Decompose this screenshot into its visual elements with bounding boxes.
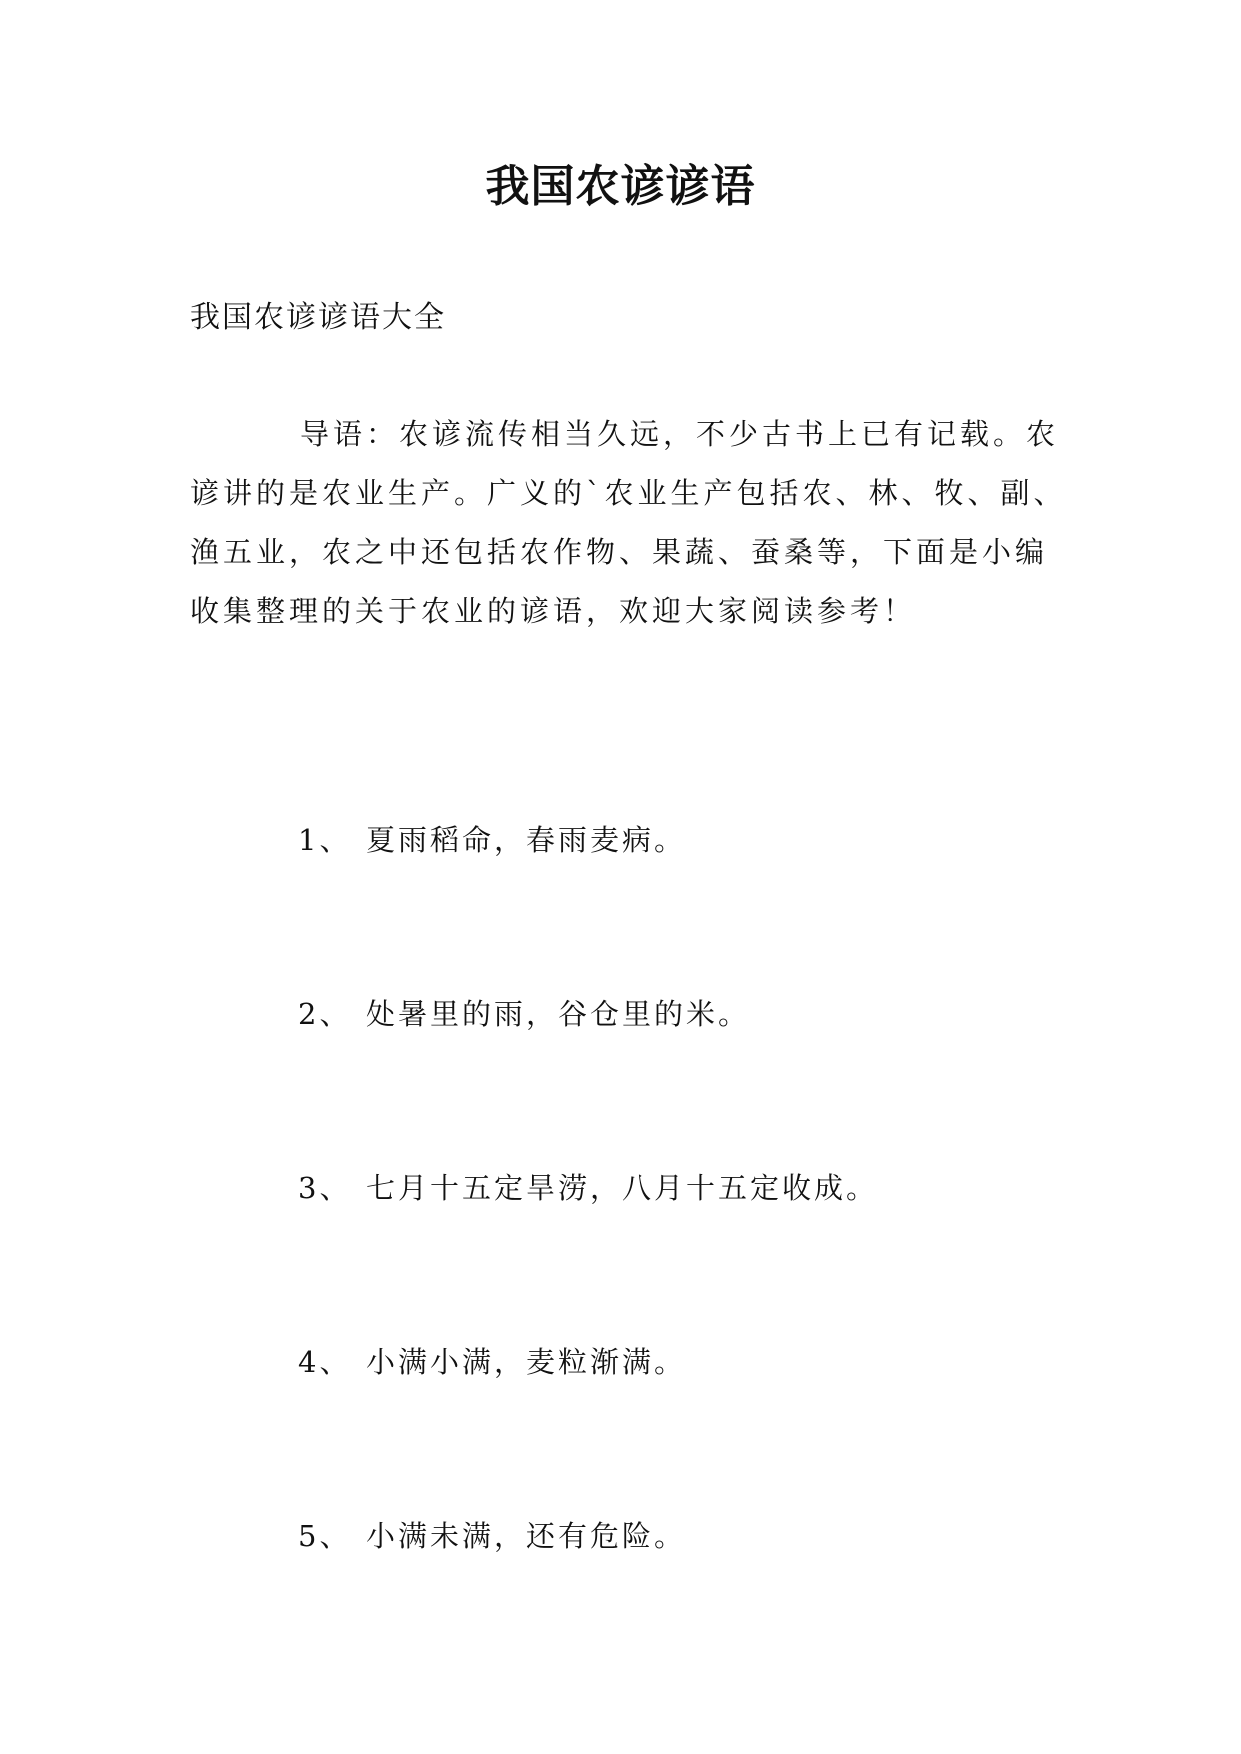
intro-paragraph: 导语：农谚流传相当久远，不少古书上已有记载。农谚讲的是农业生产。广义的`农业生产包括农、林、牧、副、渔五业，农之中还包括农作物、果蔬、蚕桑等，下面是小编收集整理的关于农业的谚语，欢迎大家阅读参考！ bbox=[190, 417, 1067, 628]
saying-number: 4、 bbox=[298, 1345, 352, 1379]
saying-text: 小满未满，还有危险。 bbox=[366, 1519, 687, 1553]
saying-number: 3、 bbox=[298, 1171, 352, 1205]
saying-text: 小满小满，麦粒渐满。 bbox=[366, 1345, 687, 1379]
saying-number: 5、 bbox=[298, 1519, 352, 1553]
saying-text: 夏雨稻命，春雨麦病。 bbox=[366, 823, 687, 857]
saying-item bbox=[298, 1514, 686, 1555]
saying-number: 2、 bbox=[298, 997, 352, 1031]
saying-text: 处暑里的雨，谷仓里的米。 bbox=[366, 997, 751, 1031]
saying-item bbox=[298, 992, 750, 1033]
saying-item bbox=[298, 1340, 686, 1381]
saying-number: 1、 bbox=[298, 823, 352, 857]
saying-text: 七月十五定旱涝，八月十五定收成。 bbox=[366, 1171, 879, 1205]
document-title: 我国农谚谚语 bbox=[485, 161, 756, 212]
saying-item bbox=[298, 1166, 878, 1207]
document-subtitle: 我国农谚谚语大全 bbox=[190, 300, 446, 335]
saying-item bbox=[298, 818, 686, 859]
